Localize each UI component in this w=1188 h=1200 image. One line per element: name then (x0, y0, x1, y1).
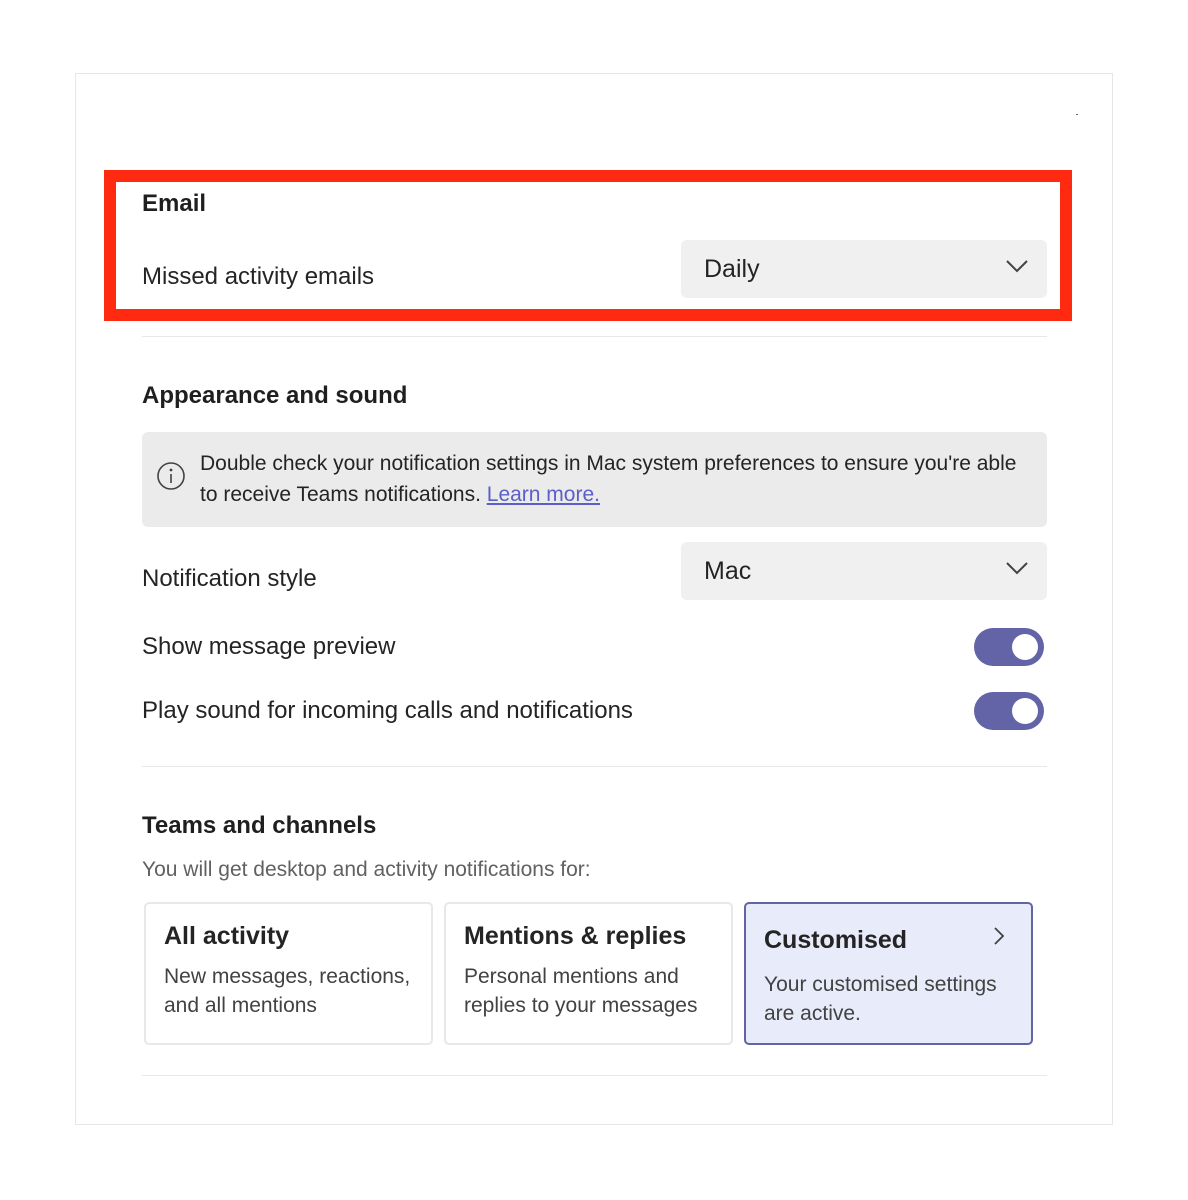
info-banner (142, 432, 1047, 527)
section-divider (142, 1075, 1047, 1076)
missed-activity-value: Daily (704, 254, 760, 283)
toggle-knob (1012, 634, 1038, 660)
section-divider (142, 766, 1047, 767)
email-section-title: Email (142, 190, 207, 217)
chevron-right-icon (993, 926, 1005, 946)
learn-more-link[interactable]: Learn more. (486, 483, 600, 506)
play-sound-label: Play sound for incoming calls and notifications (142, 697, 633, 724)
appearance-section-title: Appearance and sound (142, 382, 408, 409)
teams-section-subtitle: You will get desktop and activity notifications for: (142, 858, 591, 881)
info-icon (156, 461, 186, 491)
option-customised[interactable] (744, 902, 1033, 1045)
notification-style-value: Mac (704, 556, 752, 585)
option-title: Mentions & replies (464, 922, 687, 950)
option-title: All activity (164, 922, 290, 950)
teams-section-title: Teams and channels (142, 812, 377, 839)
stray-dot (1076, 114, 1078, 115)
option-description: New messages, reactions, and all mentions (164, 965, 411, 1017)
notification-style-label: Notification style (142, 565, 317, 592)
option-description: Your customised settings are active. (764, 973, 997, 1025)
show-preview-toggle[interactable] (974, 628, 1044, 666)
section-divider (142, 336, 1047, 337)
missed-activity-label: Missed activity emails (142, 263, 375, 290)
play-sound-toggle[interactable] (974, 692, 1044, 730)
option-all-activity[interactable] (144, 902, 433, 1045)
notification-style-dropdown[interactable] (681, 542, 1047, 600)
info-banner-text (200, 448, 1030, 510)
option-description: Personal mentions and replies to your messages (464, 965, 698, 1017)
chevron-down-icon (1005, 560, 1029, 576)
info-message: Double check your notification settings in Mac system preferences to ensure you're able to receive Teams notifications. (200, 452, 1017, 506)
toggle-knob (1012, 698, 1038, 724)
highlight-annotation (104, 170, 1072, 321)
option-title: Customised (764, 926, 908, 954)
show-preview-label: Show message preview (142, 633, 396, 660)
option-mentions-replies[interactable] (444, 902, 733, 1045)
